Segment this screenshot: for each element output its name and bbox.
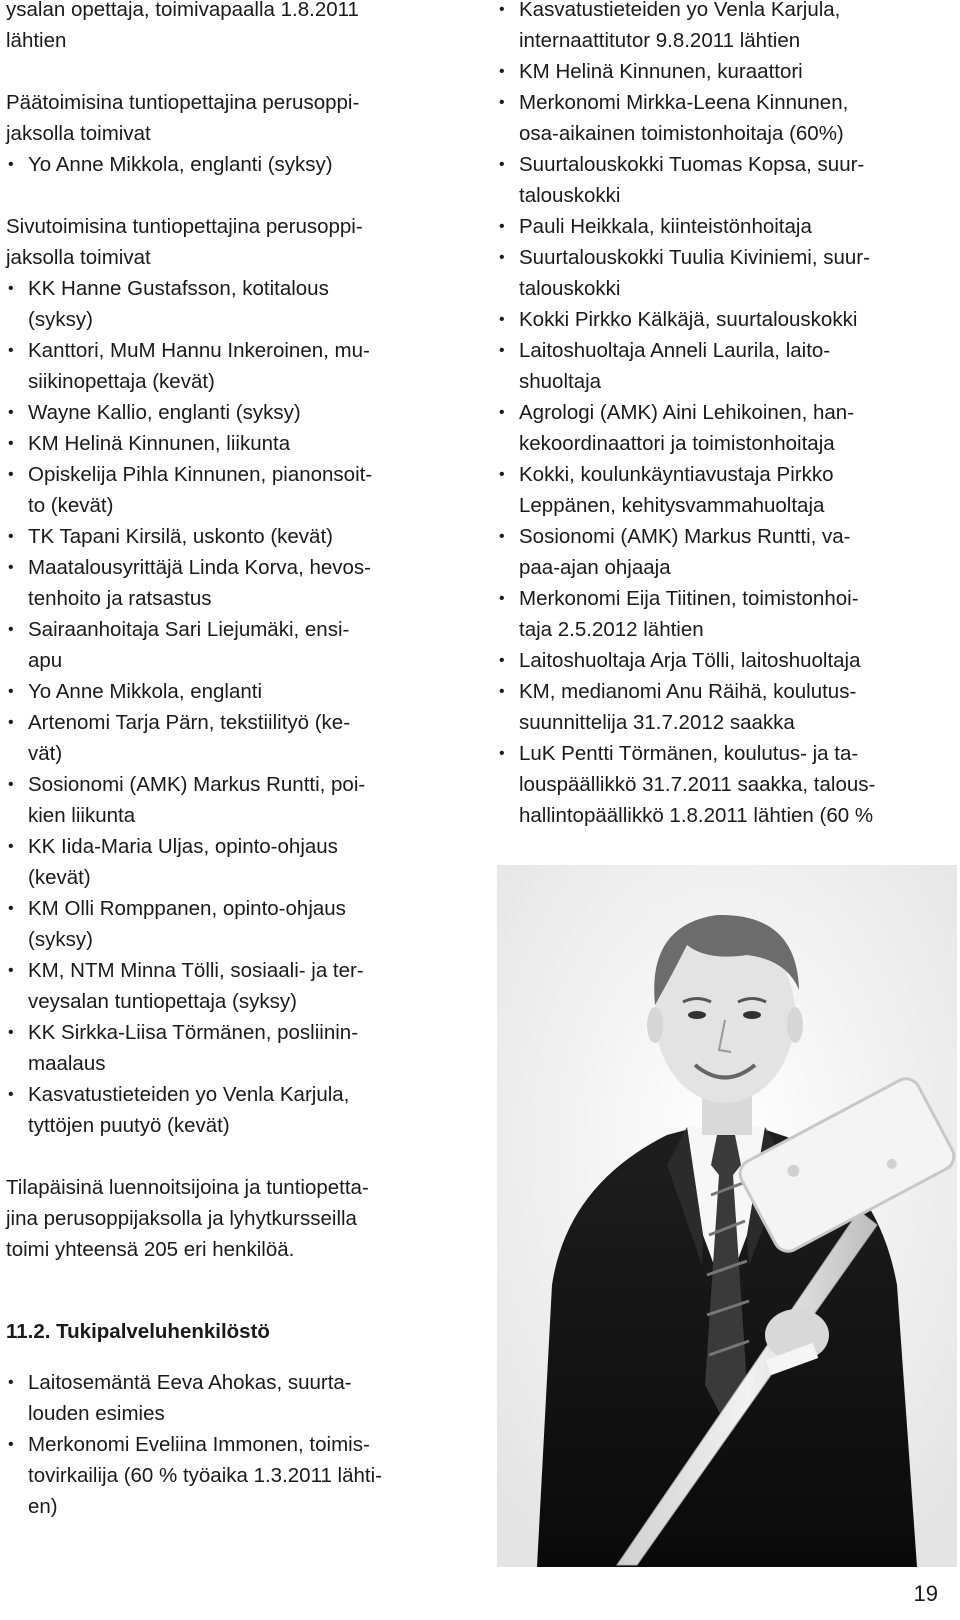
list-item: • KM Helinä Kinnunen, liikunta [6, 428, 466, 459]
intro-line-1: ysalan opettaja, toimivapaalla 1.8.2011 [6, 0, 359, 21]
support-staff-list-continued [497, 0, 957, 831]
staff-photo [497, 865, 957, 1567]
bullet-icon: • [8, 776, 14, 793]
page-number: 19 [913, 1581, 938, 1606]
list-item: • Kasvatustieteiden yo Venla Karjula, tyttöjen puutyö (kevät) [6, 1079, 466, 1141]
list-item: • Sosionomi (AMK) Markus Runtti, poi- kien liikunta [6, 769, 466, 831]
list-item: • Suurtalouskokki Tuulia Kiviniemi, suur- talouskokki [497, 242, 957, 304]
bullet-icon: • [499, 1, 505, 18]
temporary-lecturers-line-2: jina perusoppijaksolla ja lyhytkursseilla [6, 1207, 357, 1230]
list-item: • Laitoshuoltaja Arja Tölli, laitoshuoltaja [497, 645, 957, 676]
list-item: • KM, NTM Minna Tölli, sosiaali- ja ter- veysalan tuntiopettaja (syksy) [6, 955, 466, 1017]
list-item: • Merkonomi Mirkka-Leena Kinnunen, osa-aikainen toimistonhoitaja (60%) [497, 87, 957, 149]
bullet-icon: • [499, 652, 505, 669]
bullet-icon: • [8, 962, 14, 979]
bullet-icon: • [8, 528, 14, 545]
list-item: • Laitosemäntä Eeva Ahokas, suurta- louden esimies [6, 1367, 466, 1429]
bullet-icon: • [8, 435, 14, 452]
main-teachers-heading-2: jaksolla toimivat [6, 122, 151, 145]
bullet-icon: • [8, 621, 14, 638]
list-item: • Kokki Pirkko Kälkäjä, suurtalouskokki [497, 304, 957, 335]
list-item: • Sairaanhoitaja Sari Liejumäki, ensi- apu [6, 614, 466, 676]
list-item: • Merkonomi Eija Tiitinen, toimistonhoi- taja 2.5.2012 lähtien [497, 583, 957, 645]
bullet-icon: • [499, 218, 505, 235]
section-heading: 11.2. Tukipalveluhenkilöstö [6, 1320, 270, 1343]
list-item: • Yo Anne Mikkola, englanti (syksy) [6, 149, 466, 180]
bullet-icon: • [8, 683, 14, 700]
bullet-icon: • [499, 745, 505, 762]
bullet-icon: • [8, 559, 14, 576]
list-item: • Laitoshuoltaja Anneli Laurila, laito- shuoltaja [497, 335, 957, 397]
bullet-icon: • [8, 466, 14, 483]
bullet-icon: • [499, 590, 505, 607]
bullet-icon: • [499, 94, 505, 111]
list-item: • Wayne Kallio, englanti (syksy) [6, 397, 466, 428]
bullet-icon: • [499, 404, 505, 421]
main-teachers-list [6, 149, 466, 180]
bullet-icon: • [499, 63, 505, 80]
bullet-icon: • [8, 1374, 14, 1391]
list-item: • Agrologi (AMK) Aini Lehikoinen, han- kekoordinaattori ja toimistonhoitaja [497, 397, 957, 459]
bullet-icon: • [499, 466, 505, 483]
main-teachers-heading-1: Päätoimisina tuntiopettajina perusoppi- [6, 91, 360, 114]
part-time-teachers-list [6, 273, 466, 1141]
list-item: • Kanttori, MuM Hannu Inkeroinen, mu- siikinopettaja (kevät) [6, 335, 466, 397]
list-item: • Pauli Heikkala, kiinteistönhoitaja [497, 211, 957, 242]
bullet-icon: • [8, 838, 14, 855]
list-item: • Artenomi Tarja Pärn, tekstiilityö (ke- vät) [6, 707, 466, 769]
list-item: • KK Sirkka-Liisa Törmänen, posliinin- maalaus [6, 1017, 466, 1079]
temporary-lecturers-line-1: Tilapäisinä luennoitsijoina ja tuntiopetta- [6, 1176, 369, 1199]
bullet-icon: • [499, 342, 505, 359]
bullet-icon: • [8, 404, 14, 421]
bullet-icon: • [8, 156, 14, 173]
list-item: • KM Helinä Kinnunen, kuraattori [497, 56, 957, 87]
intro-line-2: lähtien [6, 29, 67, 52]
list-item: • Opiskelija Pihla Kinnunen, pianonsoit- to (kevät) [6, 459, 466, 521]
list-item: • KK Iida-Maria Uljas, opinto-ohjaus (kevät) [6, 831, 466, 893]
support-staff-list [6, 1367, 466, 1522]
list-item: • Maatalousyrittäjä Linda Korva, hevos- tenhoito ja ratsastus [6, 552, 466, 614]
right-column [497, 0, 957, 831]
temporary-lecturers-line-3: toimi yhteensä 205 eri henkilöä. [6, 1238, 295, 1261]
list-item: • LuK Pentti Törmänen, koulutus- ja ta- louspäällikkö 31.7.2011 saakka, talous- hallintopäällikkö 1.8.2011 lähtien (60 % [497, 738, 957, 831]
bullet-icon: • [8, 714, 14, 731]
list-item: • KM Olli Romppanen, opinto-ohjaus (syksy) [6, 893, 466, 955]
part-time-heading-1: Sivutoimisina tuntiopettajina perusoppi- [6, 215, 363, 238]
bullet-icon: • [499, 311, 505, 328]
bullet-icon: • [499, 249, 505, 266]
list-item: • Yo Anne Mikkola, englanti [6, 676, 466, 707]
bullet-icon: • [8, 280, 14, 297]
list-item: • Kokki, koulunkäyntiavustaja Pirkko Leppänen, kehitysvammahuoltaja [497, 459, 957, 521]
list-item: • KM, medianomi Anu Räihä, koulutus- suunnittelija 31.7.2012 saakka [497, 676, 957, 738]
list-item: • Merkonomi Eveliina Immonen, toimis- tovirkailija (60 % työaika 1.3.2011 lähti- en) [6, 1429, 466, 1522]
list-item: • Suurtalouskokki Tuomas Kopsa, suur- talouskokki [497, 149, 957, 211]
left-column [6, 0, 466, 1522]
list-item: • KK Hanne Gustafsson, kotitalous (syksy) [6, 273, 466, 335]
bullet-icon: • [8, 900, 14, 917]
list-item: • Kasvatustieteiden yo Venla Karjula, internaattitutor 9.8.2011 lähtien [497, 0, 957, 56]
bullet-icon: • [8, 1024, 14, 1041]
bullet-icon: • [499, 683, 505, 700]
photo-illustration [497, 865, 957, 1567]
bullet-icon: • [8, 1086, 14, 1103]
part-time-heading-2: jaksolla toimivat [6, 246, 151, 269]
bullet-icon: • [499, 156, 505, 173]
list-item: • Sosionomi (AMK) Markus Runtti, va- paa-ajan ohjaaja [497, 521, 957, 583]
bullet-icon: • [8, 1436, 14, 1453]
bullet-icon: • [499, 528, 505, 545]
bullet-icon: • [8, 342, 14, 359]
list-item: • TK Tapani Kirsilä, uskonto (kevät) [6, 521, 466, 552]
